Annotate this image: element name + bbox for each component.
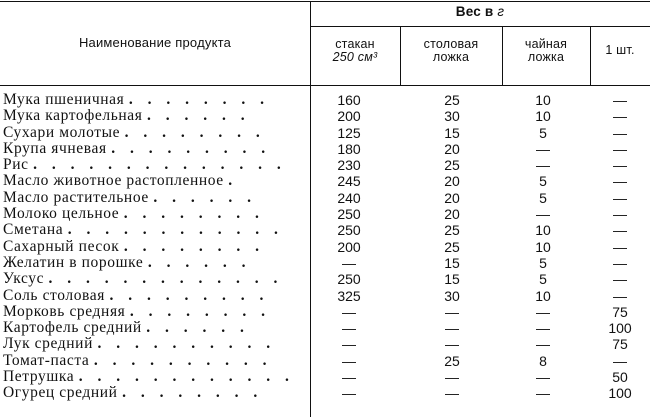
table-row — [0, 271, 650, 287]
piece-weight: — — [613, 238, 627, 255]
product-name: Уксус — [3, 271, 45, 288]
table-row — [0, 288, 650, 304]
product-name: Мука пшеничная — [3, 92, 125, 108]
header-glass-unit: см³ — [357, 50, 378, 64]
leader-dots: . . . . . . . . — [129, 303, 271, 320]
table-row — [0, 239, 650, 255]
glass-weight: 200 — [337, 108, 361, 125]
product-name: Лук средний — [3, 336, 93, 353]
product-name-cell — [3, 157, 309, 173]
product-name: Масло животное растопленное — [3, 173, 224, 190]
teaspoon-weight: 10 — [535, 238, 551, 255]
product-name: Томат-паста — [3, 352, 90, 369]
product-name-cell — [3, 173, 309, 189]
table-row — [0, 190, 650, 206]
teaspoon-weight: — — [536, 140, 550, 157]
product-name: Крупа ячневая — [3, 140, 107, 157]
table-row — [0, 141, 650, 157]
tablespoon-weight: 25 — [444, 92, 460, 108]
weight-group-rule — [310, 26, 650, 27]
teaspoon-weight: — — [536, 206, 550, 223]
header-teaspoon — [502, 38, 590, 64]
piece-weight: 75 — [612, 336, 628, 353]
teaspoon-weight: — — [536, 303, 550, 320]
teaspoon-weight: 10 — [535, 108, 551, 125]
product-name: Рис — [3, 157, 29, 174]
tablespoon-weight: — — [445, 303, 459, 320]
table-row — [0, 385, 650, 401]
table-row — [0, 125, 650, 141]
product-name-cell — [3, 255, 309, 271]
leader-dots: . . . . . . . . . . . . . — [48, 271, 283, 288]
product-name-cell — [3, 304, 309, 320]
table-row — [0, 173, 650, 189]
product-name: Сахарный песок — [3, 238, 120, 255]
header-weight-label: Вес в — [455, 4, 494, 19]
tablespoon-weight: 25 — [444, 238, 460, 255]
leader-dots: . . . . . . . . — [128, 92, 270, 108]
tablespoon-weight: 15 — [444, 271, 460, 288]
product-name-cell — [3, 288, 309, 304]
glass-weight: 125 — [337, 124, 361, 141]
glass-weight: 245 — [337, 173, 361, 190]
header-teaspoon-line2: ложка — [527, 50, 565, 64]
header-glass-line2 — [310, 51, 400, 64]
teaspoon-weight: 8 — [539, 352, 547, 369]
product-name-cell — [3, 190, 309, 206]
table-row — [0, 369, 650, 385]
product-name: Огурец средний — [3, 385, 118, 402]
leader-dots: . . . . . . . . — [123, 206, 265, 223]
teaspoon-weight: 5 — [539, 254, 547, 271]
leader-dots: . . . . . . — [153, 189, 257, 206]
piece-weight: — — [613, 352, 627, 369]
tablespoon-weight: 30 — [444, 287, 460, 304]
table-row — [0, 206, 650, 222]
tablespoon-weight: 15 — [444, 124, 460, 141]
piece-weight: — — [613, 206, 627, 223]
table-row — [0, 255, 650, 271]
product-name-cell — [3, 206, 309, 222]
glass-weight: — — [342, 385, 356, 402]
product-name: Желатин в порошке — [3, 254, 144, 271]
piece-weight: — — [613, 189, 627, 206]
piece-weight: — — [613, 92, 627, 108]
glass-weight: — — [342, 254, 356, 271]
teaspoon-weight: 5 — [539, 173, 547, 190]
leader-dots: . . . . . . . . . — [111, 140, 271, 157]
tablespoon-weight: 20 — [444, 173, 460, 190]
leader-dots: . . . . . . . . — [123, 238, 265, 255]
leader-dots: . . . . . . . . . . . . — [78, 369, 295, 386]
piece-weight: — — [613, 254, 627, 271]
header-teaspoon-line1: чайная — [524, 37, 568, 51]
header-tablespoon — [400, 38, 502, 64]
piece-weight: — — [613, 140, 627, 157]
glass-weight: 250 — [337, 271, 361, 288]
leader-dots: . . . . . . — [146, 108, 251, 125]
leader-dots: . — [228, 173, 238, 190]
tablespoon-weight: 20 — [444, 140, 460, 157]
product-name-cell — [3, 353, 309, 369]
glass-weight: 230 — [337, 157, 361, 174]
product-name: Сметана — [3, 222, 64, 239]
tablespoon-weight: — — [445, 385, 459, 402]
piece-weight: — — [613, 287, 627, 304]
table-top-rule — [0, 1, 650, 2]
glass-weight: 325 — [337, 287, 361, 304]
product-name: Картофель средний — [3, 320, 142, 337]
product-name: Соль столовая — [3, 287, 105, 304]
table-row — [0, 108, 650, 124]
leader-dots: . . . . . . . . . — [109, 287, 269, 304]
leader-dots: . . . . . . . . . . . . — [67, 222, 284, 239]
tablespoon-weight: 20 — [444, 206, 460, 223]
table-row — [0, 222, 650, 238]
piece-weight: 75 — [612, 303, 628, 320]
glass-weight: 250 — [337, 206, 361, 223]
piece-weight: — — [613, 222, 627, 239]
leader-dots: . . . . . . . . — [122, 385, 263, 402]
header-glass — [310, 38, 400, 64]
header-tablespoon-line1: столовая — [423, 37, 479, 51]
teaspoon-weight: 5 — [539, 189, 547, 206]
piece-weight: 100 — [608, 320, 632, 337]
leader-dots: . . . . . . . . . . — [97, 336, 276, 353]
product-name: Морковь средняя — [3, 303, 126, 320]
product-name-cell — [3, 336, 309, 352]
tablespoon-weight: 20 — [444, 189, 460, 206]
piece-weight: 50 — [612, 369, 628, 386]
product-name-cell — [3, 385, 309, 401]
leader-dots: . . . . . . . . . . . . . . — [33, 157, 287, 174]
piece-weight: — — [613, 271, 627, 288]
leader-dots: . . . . . . — [146, 320, 250, 337]
glass-weight: — — [342, 320, 356, 337]
piece-weight: — — [613, 157, 627, 174]
glass-weight: 250 — [337, 222, 361, 239]
product-name: Масло растительное — [3, 189, 149, 206]
table-row — [0, 92, 650, 108]
glass-weight: 200 — [337, 238, 361, 255]
product-name-cell — [3, 125, 309, 141]
leader-dots: . . . . . . . . — [124, 124, 266, 141]
piece-weight: — — [613, 108, 627, 125]
tablespoon-weight: 15 — [444, 254, 460, 271]
glass-weight: — — [342, 352, 356, 369]
product-name-cell — [3, 271, 309, 287]
table-row — [0, 336, 650, 352]
glass-weight: — — [342, 303, 356, 320]
teaspoon-weight: — — [536, 336, 550, 353]
tablespoon-weight: 25 — [444, 157, 460, 174]
header-piece — [590, 44, 650, 57]
product-name-cell — [3, 239, 309, 255]
teaspoon-weight: — — [536, 385, 550, 402]
teaspoon-weight: 10 — [535, 222, 551, 239]
tablespoon-weight: 30 — [444, 108, 460, 125]
product-name-cell — [3, 369, 309, 385]
product-name: Молоко цельное — [3, 206, 120, 223]
tablespoon-weight: — — [445, 336, 459, 353]
product-name-cell — [3, 141, 309, 157]
tablespoon-weight: — — [445, 369, 459, 386]
table-body — [0, 92, 650, 402]
piece-weight: — — [613, 173, 627, 190]
header-glass-line1: стакан — [335, 37, 375, 51]
table-row — [0, 320, 650, 336]
header-product: Наименование продукта — [78, 35, 232, 50]
product-name: Мука картофельная — [3, 108, 143, 125]
glass-weight: 180 — [337, 140, 361, 157]
product-name-cell — [3, 92, 309, 108]
table-row — [0, 353, 650, 369]
teaspoon-weight: — — [536, 369, 550, 386]
product-name-cell — [3, 108, 309, 124]
leader-dots: . . . . . . . . . . — [93, 352, 272, 369]
tablespoon-weight: 25 — [444, 222, 460, 239]
piece-weight: 100 — [608, 385, 632, 402]
header-tablespoon-line2: ложка — [432, 50, 470, 64]
product-name-cell — [3, 222, 309, 238]
header-weight-group — [310, 5, 650, 18]
glass-weight: 240 — [337, 189, 361, 206]
product-name: Петрушка — [3, 369, 75, 386]
teaspoon-weight: 10 — [535, 92, 551, 108]
leader-dots: . . . . . . — [147, 254, 251, 271]
piece-weight: — — [613, 124, 627, 141]
teaspoon-weight: 5 — [539, 271, 547, 288]
header-piece-line1: 1 шт. — [605, 43, 635, 57]
teaspoon-weight: — — [536, 320, 550, 337]
glass-weight: — — [342, 336, 356, 353]
teaspoon-weight: — — [536, 157, 550, 174]
header-bottom-rule — [0, 85, 650, 86]
tablespoon-weight: — — [445, 320, 459, 337]
header-glass-volume: 250 — [332, 50, 355, 64]
glass-weight: — — [342, 369, 356, 386]
table-row — [0, 157, 650, 173]
tablespoon-weight: 25 — [444, 352, 460, 369]
product-name-cell — [3, 320, 309, 336]
glass-weight: 160 — [337, 92, 361, 108]
header-weight-unit: г — [497, 4, 505, 19]
product-name: Сухари молотые — [3, 124, 121, 141]
teaspoon-weight: 10 — [535, 287, 551, 304]
teaspoon-weight: 5 — [539, 124, 547, 141]
table-row — [0, 304, 650, 320]
